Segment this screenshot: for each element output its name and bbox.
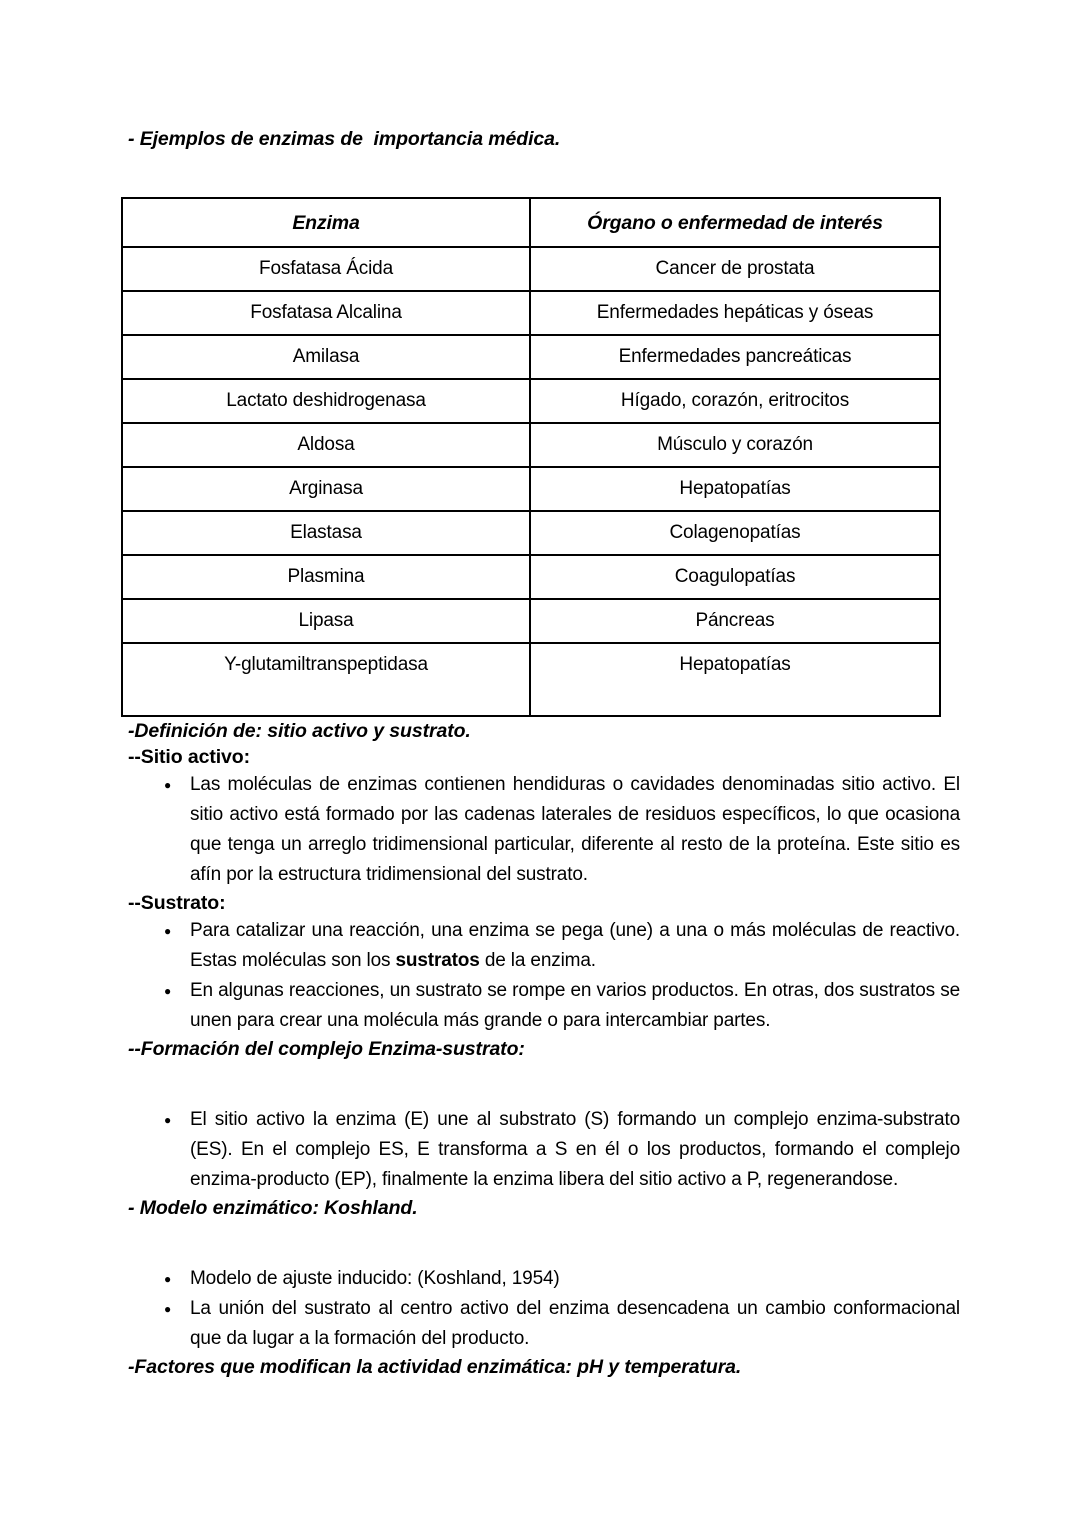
table-row bbox=[122, 291, 940, 335]
cell-enzima: Aldosa bbox=[122, 423, 530, 467]
column-header-organo: Órgano o enfermedad de interés bbox=[530, 198, 940, 247]
cell-organo: Páncreas bbox=[530, 599, 940, 643]
cell-organo: Músculo y corazón bbox=[530, 423, 940, 467]
cell-enzima: Y-glutamiltranspeptidasa bbox=[122, 643, 530, 716]
cell-organo: Hepatopatías bbox=[530, 467, 940, 511]
list-sitio-activo bbox=[128, 770, 960, 890]
cell-organo: Enfermedades hepáticas y óseas bbox=[530, 291, 940, 335]
cell-enzima: Lactato deshidrogenasa bbox=[122, 379, 530, 423]
heading-definicion: -Definición de: sitio activo y sustrato. bbox=[128, 720, 471, 742]
table-row bbox=[122, 335, 940, 379]
list-formacion-complejo bbox=[128, 1105, 960, 1195]
cell-enzima: Fosfatasa Alcalina bbox=[122, 291, 530, 335]
sustrato-keyword: sustratos bbox=[395, 950, 480, 971]
cell-organo: Hígado, corazón, eritrocitos bbox=[530, 379, 940, 423]
document-header bbox=[128, 126, 960, 152]
heading-koshland: - Modelo enzimático: Koshland. bbox=[128, 1197, 418, 1219]
blank-line-spacer bbox=[128, 1092, 960, 1105]
list-koshland bbox=[128, 1264, 960, 1354]
cell-enzima: Amilasa bbox=[122, 335, 530, 379]
table-row bbox=[122, 247, 940, 291]
heading-sitio-activo: --Sitio activo: bbox=[128, 746, 251, 768]
table-row bbox=[122, 423, 940, 467]
list-item: ● En algunas reacciones, un sustrato se rompe en varios productos. En otras, dos sustratos se unen para crear una molécula más grande o para intercambiar partes. bbox=[128, 976, 960, 1036]
list-item: ● La unión del sustrato al centro activo del enzima desencadena un cambio conformacional que da lugar a la formación del producto. bbox=[128, 1294, 960, 1354]
list-item: ● Modelo de ajuste inducido: (Koshland, 1954) bbox=[128, 1264, 960, 1294]
cell-enzima: Fosfatasa Ácida bbox=[122, 247, 530, 291]
column-header-enzima: Enzima bbox=[122, 198, 530, 247]
heading-formacion-complejo: --Formación del complejo Enzima-sustrato: bbox=[128, 1038, 525, 1060]
enzyme-table bbox=[121, 197, 941, 717]
list-sustrato bbox=[128, 916, 960, 1036]
sustrato-text-part1: Para catalizar una reacción, una enzima se pega (une) a una o más moléculas de reactivo. Estas moléculas son los bbox=[190, 920, 960, 971]
heading-factores: -Factores que modifican la actividad enzimática: pH y temperatura. bbox=[128, 1356, 742, 1378]
cell-organo: Cancer de prostata bbox=[530, 247, 940, 291]
cell-enzima: Arginasa bbox=[122, 467, 530, 511]
table-row bbox=[122, 379, 940, 423]
cell-organo: Hepatopatías bbox=[530, 643, 940, 716]
notes-body bbox=[128, 718, 960, 1380]
enzyme-table-container bbox=[121, 197, 939, 717]
blank-line-spacer bbox=[128, 1251, 960, 1264]
cell-organo: Colagenopatías bbox=[530, 511, 940, 555]
heading-sustrato: --Sustrato: bbox=[128, 892, 226, 914]
table-row bbox=[122, 643, 940, 716]
cell-organo: Enfermedades pancreáticas bbox=[530, 335, 940, 379]
blank-line-spacer bbox=[128, 1221, 960, 1251]
table-row bbox=[122, 511, 940, 555]
list-item bbox=[128, 916, 960, 976]
table-row bbox=[122, 467, 940, 511]
sustrato-text-part2: de la enzima. bbox=[479, 950, 596, 971]
cell-organo: Coagulopatías bbox=[530, 555, 940, 599]
page-title: - Ejemplos de enzimas de importancia médica. bbox=[128, 128, 561, 150]
list-item: ● El sitio activo la enzima (E) une al substrato (S) formando un complejo enzima-substrato (ES). En el complejo ES, E transforma a S en él o los productos, formando el complejo enzima-producto (EP), finalmente la enzima libera del sitio activo a P, regenerandose. bbox=[128, 1105, 960, 1195]
blank-line-spacer bbox=[128, 1062, 960, 1092]
cell-enzima: Elastasa bbox=[122, 511, 530, 555]
table-row bbox=[122, 555, 940, 599]
cell-enzima: Lipasa bbox=[122, 599, 530, 643]
table-row bbox=[122, 599, 940, 643]
table-header-row bbox=[122, 198, 940, 247]
list-item: ● Las moléculas de enzimas contienen hendiduras o cavidades denominadas sitio activo. El sitio activo está formado por las cadenas laterales de residuos específicos, lo que ocasiona que tenga un arreglo tridimensional particular, diferente al resto de la proteína. Este sitio es afín por la estructura tridimensional del sustrato. bbox=[128, 770, 960, 890]
cell-enzima: Plasmina bbox=[122, 555, 530, 599]
